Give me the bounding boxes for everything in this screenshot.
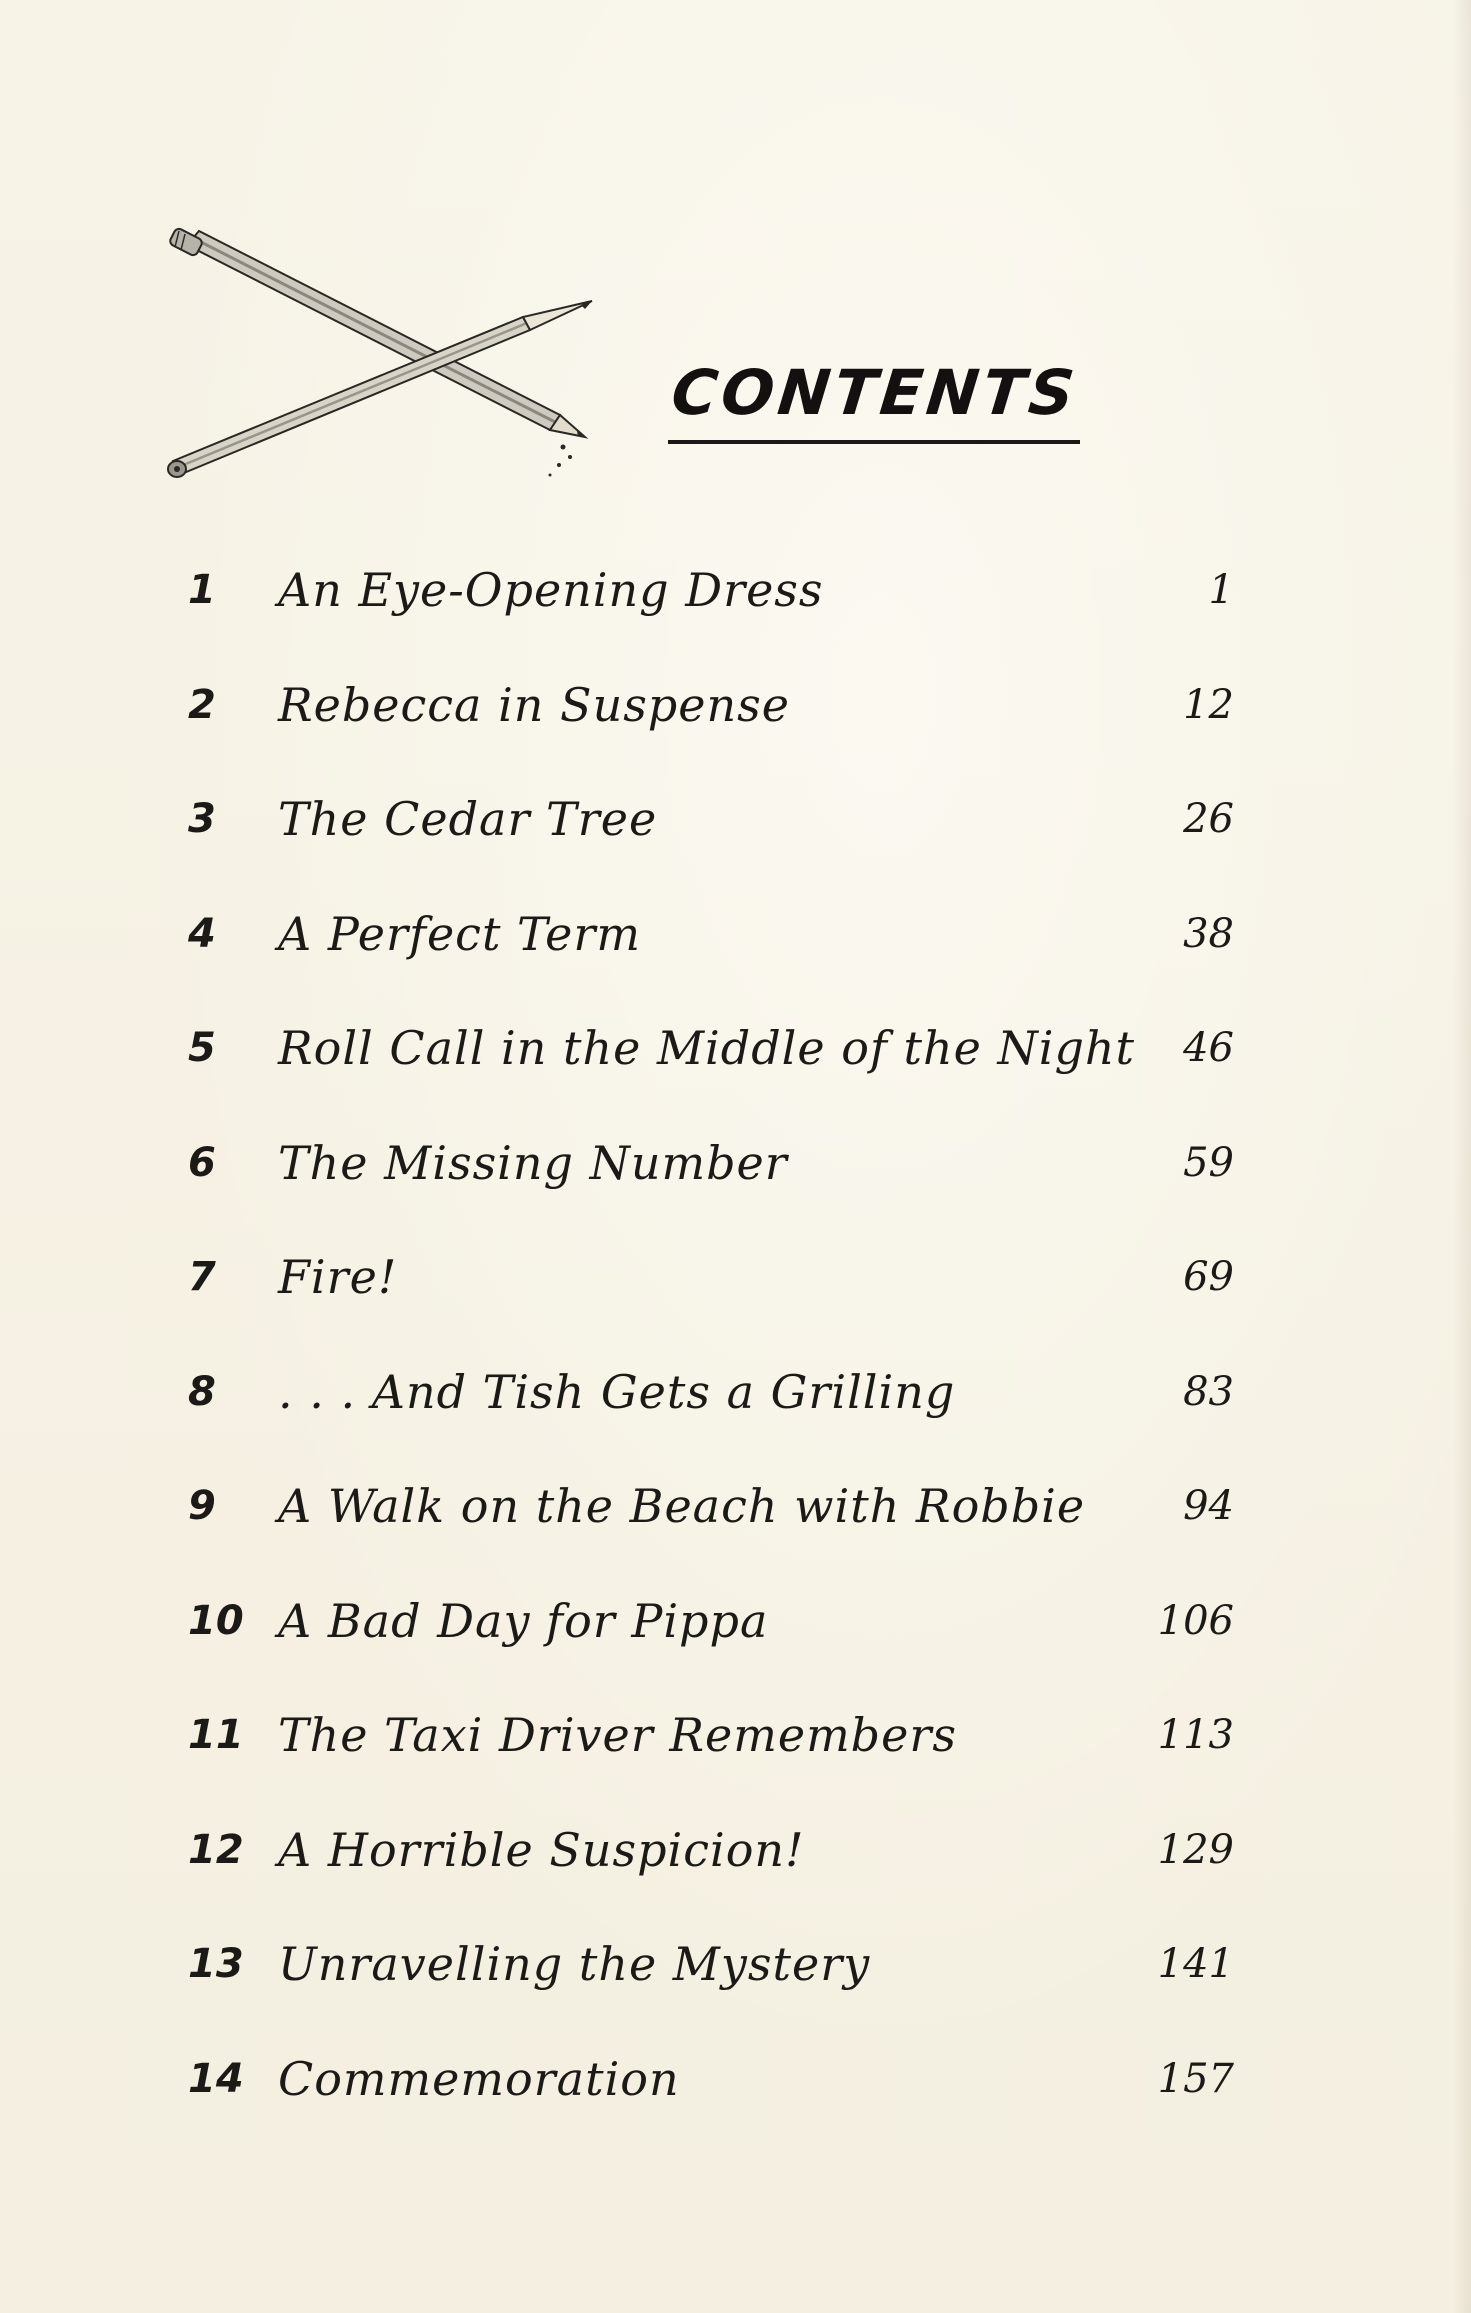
chapter-page-number: 83	[1183, 1368, 1234, 1415]
chapter-title: A Perfect Term	[278, 906, 641, 961]
page-title: CONTENTS	[668, 356, 1082, 429]
chapter-number: 8	[188, 1368, 216, 1415]
toc-entry[interactable]	[0, 1133, 1471, 1213]
toc-entry[interactable]	[0, 904, 1471, 984]
toc-entry[interactable]	[0, 1705, 1471, 1785]
toc-entry[interactable]	[0, 789, 1471, 869]
toc-entry[interactable]	[0, 1820, 1471, 1900]
chapter-number: 2	[188, 681, 216, 728]
chapter-title: An Eye-Opening Dress	[278, 563, 824, 617]
chapter-number: 1	[188, 567, 216, 613]
chapter-page-number: 12	[1183, 681, 1234, 728]
chapter-title: . . . And Tish Gets a Grilling	[278, 1364, 956, 1419]
chapter-title: A Bad Day for Pippa	[278, 1593, 769, 1648]
chapter-title: Unravelling the Mystery	[278, 1937, 871, 1991]
chapter-title: A Horrible Suspicion!	[278, 1822, 805, 1877]
chapter-title: The Cedar Tree	[278, 792, 658, 846]
chapter-title: The Missing Number	[278, 1135, 788, 1190]
chapter-page-number: 141	[1157, 1941, 1234, 1987]
chapter-page-number: 59	[1183, 1139, 1234, 1186]
toc-entry[interactable]	[0, 1018, 1471, 1098]
chapter-number: 11	[188, 1712, 244, 1758]
chapter-title: Commemoration	[278, 2051, 680, 2106]
chapter-title: A Walk on the Beach with Robbie	[278, 1479, 1086, 1533]
title-underline	[668, 440, 1080, 444]
chapter-page-number: 1	[1208, 567, 1234, 613]
toc-entry[interactable]	[0, 1247, 1471, 1327]
chapter-number: 3	[188, 796, 216, 842]
toc-entry[interactable]	[0, 560, 1471, 640]
chapter-page-number: 113	[1157, 1712, 1234, 1758]
toc-entry[interactable]	[0, 1934, 1471, 2014]
toc-entry[interactable]	[0, 1362, 1471, 1442]
toc-entry[interactable]	[0, 1476, 1471, 1556]
chapter-number: 12	[188, 1826, 244, 1873]
chapter-number: 6	[188, 1139, 216, 1186]
chapter-number: 4	[188, 910, 216, 957]
chapter-page-number: 94	[1183, 1483, 1234, 1529]
toc-entry[interactable]	[0, 675, 1471, 755]
chapter-number: 14	[188, 2055, 244, 2102]
chapter-title: The Taxi Driver Remembers	[278, 1708, 957, 1762]
chapter-number: 13	[188, 1941, 244, 1987]
chapter-page-number: 26	[1183, 796, 1234, 842]
chapter-title: Rebecca in Suspense	[278, 677, 790, 732]
chapter-page-number: 106	[1157, 1597, 1234, 1644]
chapter-page-number: 46	[1183, 1025, 1234, 1071]
toc-entry[interactable]	[0, 1591, 1471, 1671]
chapter-number: 10	[188, 1597, 244, 1644]
chapter-title: Fire!	[278, 1250, 398, 1304]
chapter-number: 5	[188, 1025, 216, 1071]
chapter-title: Roll Call in the Middle of the Night	[278, 1021, 1136, 1075]
crossed-pencils-icon	[165, 225, 605, 485]
chapter-page-number: 69	[1183, 1254, 1234, 1300]
chapter-number: 9	[188, 1483, 216, 1529]
chapter-page-number: 38	[1183, 910, 1234, 957]
chapter-number: 7	[188, 1254, 216, 1300]
chapter-page-number: 157	[1157, 2055, 1234, 2102]
toc-entry[interactable]	[0, 2049, 1471, 2129]
chapter-page-number: 129	[1157, 1826, 1234, 1873]
